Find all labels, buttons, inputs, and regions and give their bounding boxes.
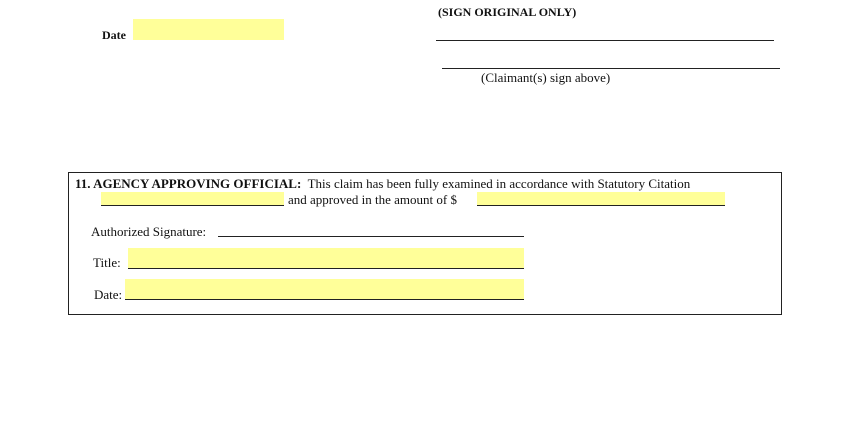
approval-date-label: Date: [94,287,123,302]
claimant-signature-line-1 [436,40,774,41]
agency-heading: 11. AGENCY APPROVING OFFICIAL: [75,176,302,191]
authorized-signature-line [218,236,524,237]
approved-amount-field[interactable] [477,192,725,206]
authorized-signature-label: Authorized Signature: [91,224,207,239]
sign-original-only-note: (SIGN ORIGINAL ONLY) [438,5,577,19]
approval-date-field[interactable] [125,279,524,300]
agency-intro-text: This claim has been fully examined in accordance with Statutory Citation [307,176,691,191]
agency-heading-line [75,176,690,192]
date-label: Date [102,28,126,42]
claimants-sign-above-caption: (Claimant(s) sign above) [481,70,611,85]
approved-amount-text: and approved in the amount of $ [288,192,457,207]
title-label: Title: [93,255,121,270]
statutory-citation-field[interactable] [101,192,284,206]
date-field[interactable] [133,19,284,40]
title-field[interactable] [128,248,524,269]
claimant-signature-line-2 [442,68,780,69]
